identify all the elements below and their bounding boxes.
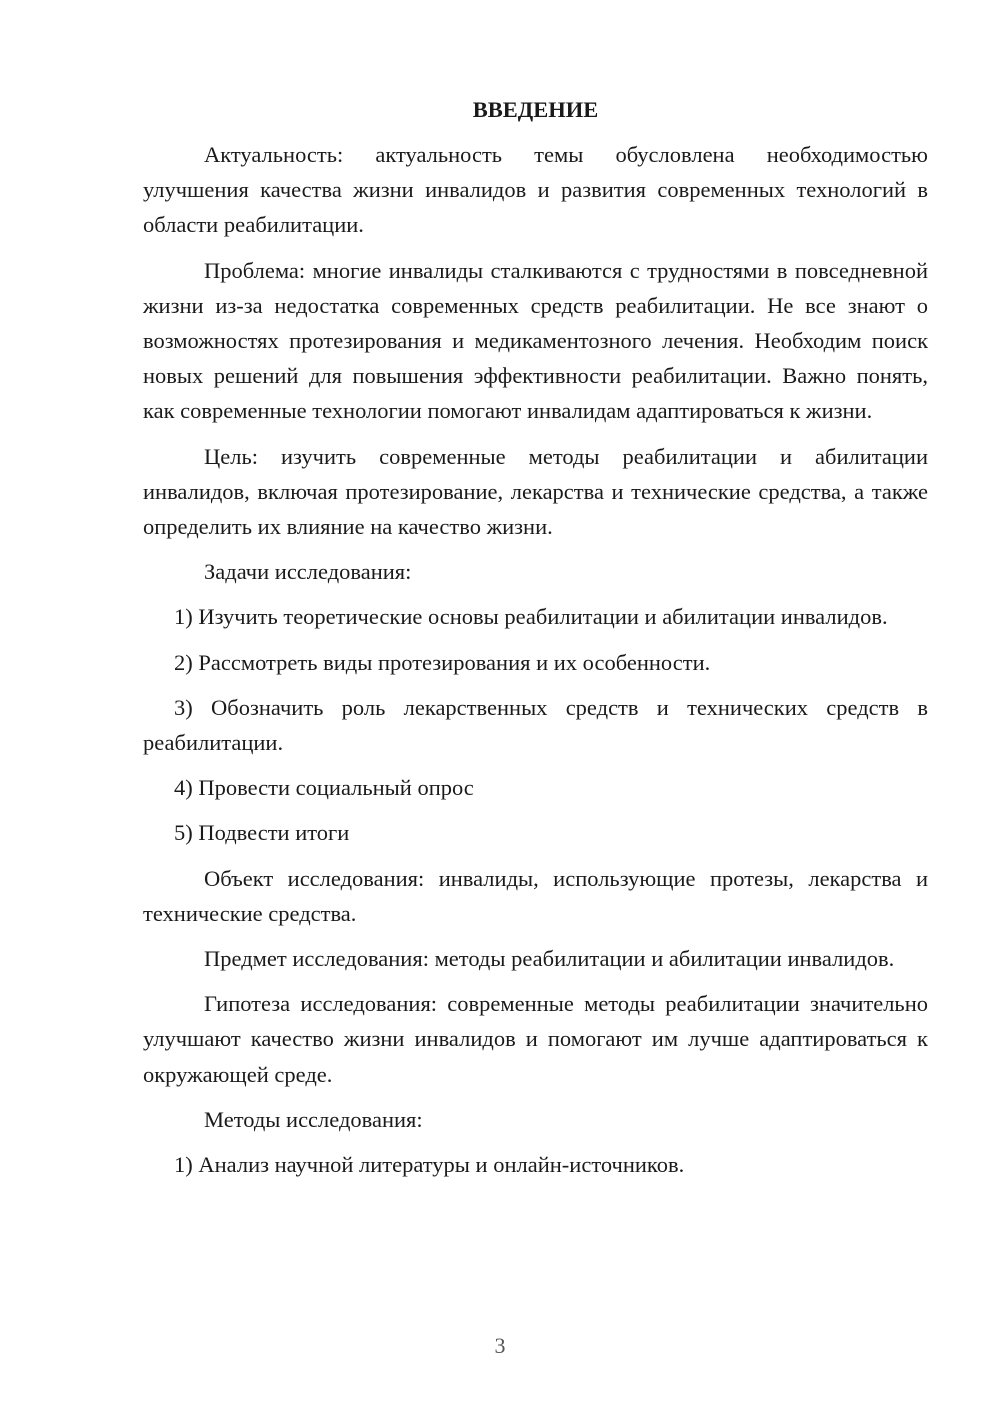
paragraph-hypothesis: Гипотеза исследования: современные методы реабилитации значительно улучшают качество жизни инвалидов и помогают им лучше адаптироваться к окружающей среде. bbox=[143, 991, 928, 1087]
task-item-5: 5) Подвести итоги bbox=[174, 820, 350, 846]
method-item-1: 1) Анализ научной литературы и онлайн-источников. bbox=[174, 1152, 685, 1178]
paragraph-relevance: Актуальность: актуальность темы обусловлена необходимостью улучшения качества жизни инвалидов и развития современных технологий в области реабилитации. bbox=[143, 142, 928, 238]
task-item-4: 4) Провести социальный опрос bbox=[174, 775, 474, 801]
page-number: 3 bbox=[494, 1333, 506, 1358]
paragraph-object: Объект исследования: инвалиды, использующие протезы, лекарства и технические средства. bbox=[143, 865, 928, 926]
task-item-3: 3) Обозначить роль лекарственных средств и технических средств в реабилитации. bbox=[143, 694, 928, 756]
paragraph-tasks-heading: Задачи исследования: bbox=[204, 559, 412, 585]
paragraph-problem: Проблема: многие инвалиды сталкиваются с трудностями в повседневной жизни из-за недостатка современных средств реабилитации. Не все знают о возможностях протезирования и медикаментозного лечения. Необходим поиск новых решений для повышения эффективности реабилитации. Важно понять, как современные технологии помогают инвалидам адаптироваться к жизни. bbox=[143, 257, 928, 424]
paragraph-goal: Цель: изучить современные методы реабилитации и абилитации инвалидов, включая протезирование, лекарства и технические средства, а также определить их влияние на качество жизни. bbox=[143, 443, 928, 540]
paragraph-subject: Предмет исследования: методы реабилитации и абилитации инвалидов. bbox=[204, 946, 895, 972]
paragraph-methods-heading: Методы исследования: bbox=[204, 1106, 423, 1132]
task-item-1: 1) Изучить теоретические основы реабилитации и абилитации инвалидов. bbox=[174, 604, 888, 630]
section-title: ВВЕДЕНИЕ bbox=[472, 97, 599, 122]
page-body bbox=[143, 92, 928, 1192]
task-item-2: 2) Рассмотреть виды протезирования и их особенности. bbox=[174, 649, 711, 675]
